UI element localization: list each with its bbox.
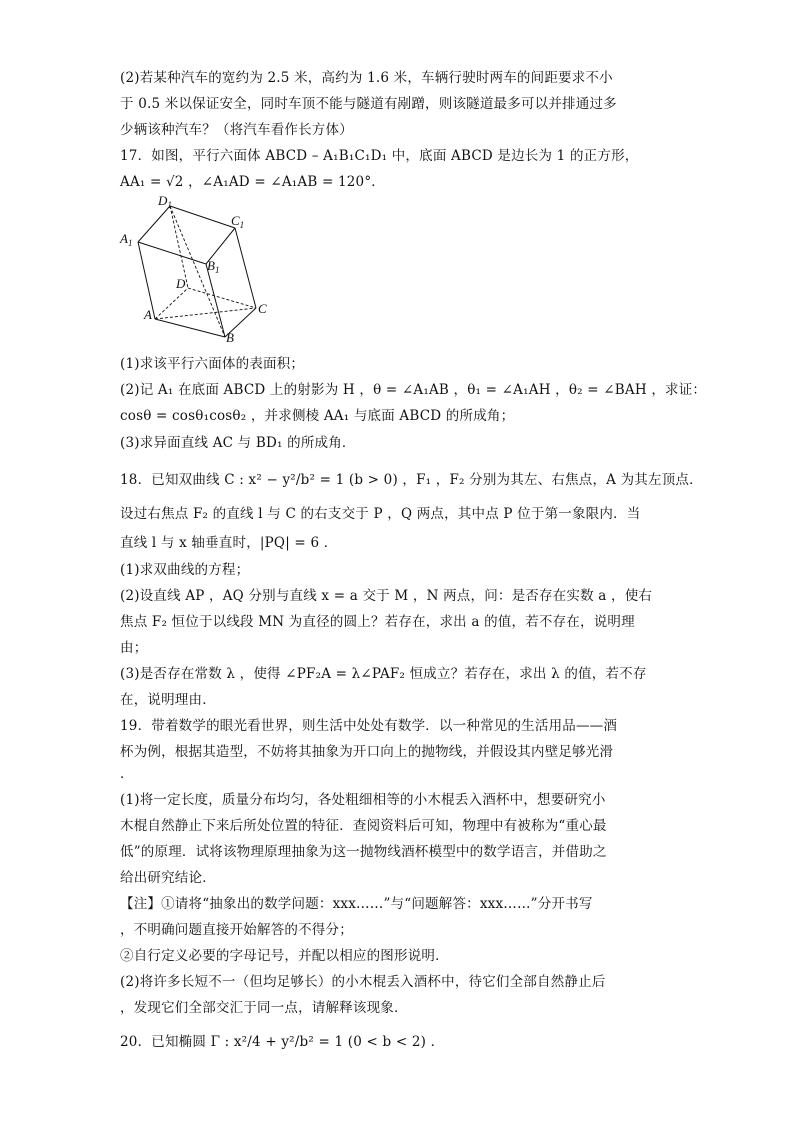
problem-18-statement: 18．已知双曲线 C : x² − y²/b² = 1 (b > 0) ，F₁ ，F₂ 分别为其左、右焦点，A 为其左顶点．	[120, 472, 703, 488]
problem-17-statement: 17．如图，平行六面体 ABCD – A₁B₁C₁D₁ 中，底面 ABCD 是边长为 1 的正方形，	[120, 148, 639, 164]
text-line: 木棍自然静止下来后所处位置的特征．查阅资料后可知，物理中有被称为“重心最	[120, 818, 607, 834]
note-line: 【注】①请将“抽象出的数学问题：xxx……”与“问题解答：xxx……”分开书写	[120, 896, 593, 912]
label-a1: $A_1$	[120, 231, 133, 248]
text-line: (2)若某种汽车的宽约为 2.5 米，高约为 1.6 米，车辆行驶时两车的间距要求不小	[120, 70, 613, 86]
edge-ab	[155, 319, 225, 337]
edge-ad	[155, 288, 188, 319]
text-line: 少辆该种汽车？（将汽车看作长方体）	[120, 122, 353, 138]
label-b: B	[226, 330, 234, 342]
label-b1: $B_1$	[207, 258, 220, 275]
text-line: (1)求该平行六面体的表面积；	[120, 356, 305, 372]
text-line: (2)设直线 AP ，AQ 分别与直线 x = a 交于 M ，N 两点，问：是否存在实数 a ，使右	[120, 588, 653, 604]
text-line: ，不明确问题直接开始解答的不得分；	[120, 922, 353, 938]
edge-c1c	[235, 228, 256, 308]
text-line: 直线 l 与 x 轴垂直时，|PQ| = 6 ．	[120, 535, 338, 551]
text-line: ．	[120, 766, 134, 782]
text-line: 于 0.5 米以保证安全，同时车顶不能与隧道有剐蹭，则该隧道最多可以并排通过多	[120, 96, 617, 112]
text-line: cosθ = cosθ₁cosθ₂ ，并求侧棱 AA₁ 与底面 ABCD 的所成角；	[120, 408, 515, 424]
text-line: (2)记 A₁ 在底面 ABCD 上的射影为 H ，θ = ∠A₁AB ，θ₁ = ∠A₁AH ，θ₂ = ∠BAH ，求证：	[120, 382, 707, 398]
text-line: ，发现它们全部交汇于同一点，请解释该现象．	[120, 1000, 408, 1016]
text-line: 给出研究结论．	[120, 870, 216, 886]
diagonal-ac	[155, 308, 256, 319]
edge-a1b1	[138, 242, 206, 264]
text-line: 在，说明理由．	[120, 692, 216, 708]
text-line: ②自行定义必要的字母记号，并配以相应的图形说明．	[120, 948, 449, 964]
text-line: (2)将许多长短不一（但均足够长）的小木棍丢入酒杯中，待它们全部自然静止后	[120, 974, 606, 990]
label-a: A	[144, 307, 152, 322]
text-line: (3)是否存在常数 λ ，使得 ∠PF₂A = λ∠PAF₂ 恒成立？若存在，求出 λ 的值，若不存	[120, 666, 647, 682]
text-line: 设过右焦点 F₂ 的直线 l 与 C 的右支交于 P ，Q 两点，其中点 P 位于第一象限内．当	[120, 506, 641, 522]
text-line: 杯为例，根据其造型，不妨将其抽象为开口向上的抛物线，并假设其内壁足够光滑	[120, 744, 614, 760]
parallelepiped-figure	[118, 192, 278, 342]
label-c: C	[258, 301, 267, 316]
edge-a1d1	[138, 206, 170, 242]
text-line: 低”的原理．试将该物理原理抽象为这一抛物线酒杯模型中的数学语言，并借助之	[120, 844, 607, 860]
label-d: D	[176, 276, 186, 291]
text-line: 焦点 F₂ 恒位于以线段 MN 为直径的圆上？若存在，求出 a 的值，若不存在，说明理	[120, 614, 635, 630]
problem-20-statement: 20．已知椭圆 Γ : x²/4 + y²/b² = 1 (0 < b < 2) ．	[120, 1034, 445, 1050]
label-c1: $C_1$	[231, 213, 245, 230]
text-line: (1)求双曲线的方程；	[120, 562, 250, 578]
label-d1: $D_1$	[158, 193, 172, 210]
edge-d1c1	[170, 206, 235, 228]
text-line: (1)将一定长度，质量分布均匀，各处粗细相等的小木棍丢入酒杯中，想要研究小	[120, 792, 606, 808]
problem-19-statement: 19．带着数学的眼光看世界，则生活中处处有数学．以一种常见的生活用品——酒	[120, 718, 618, 734]
text-line: (3)求异面直线 AC 与 BD₁ 的所成角．	[120, 435, 356, 451]
problem-17-conditions: AA₁ = √2 ，∠A₁AD = ∠A₁AB = 120°．	[120, 174, 385, 190]
edge-dc	[188, 288, 256, 308]
text-line: 由；	[120, 640, 148, 656]
